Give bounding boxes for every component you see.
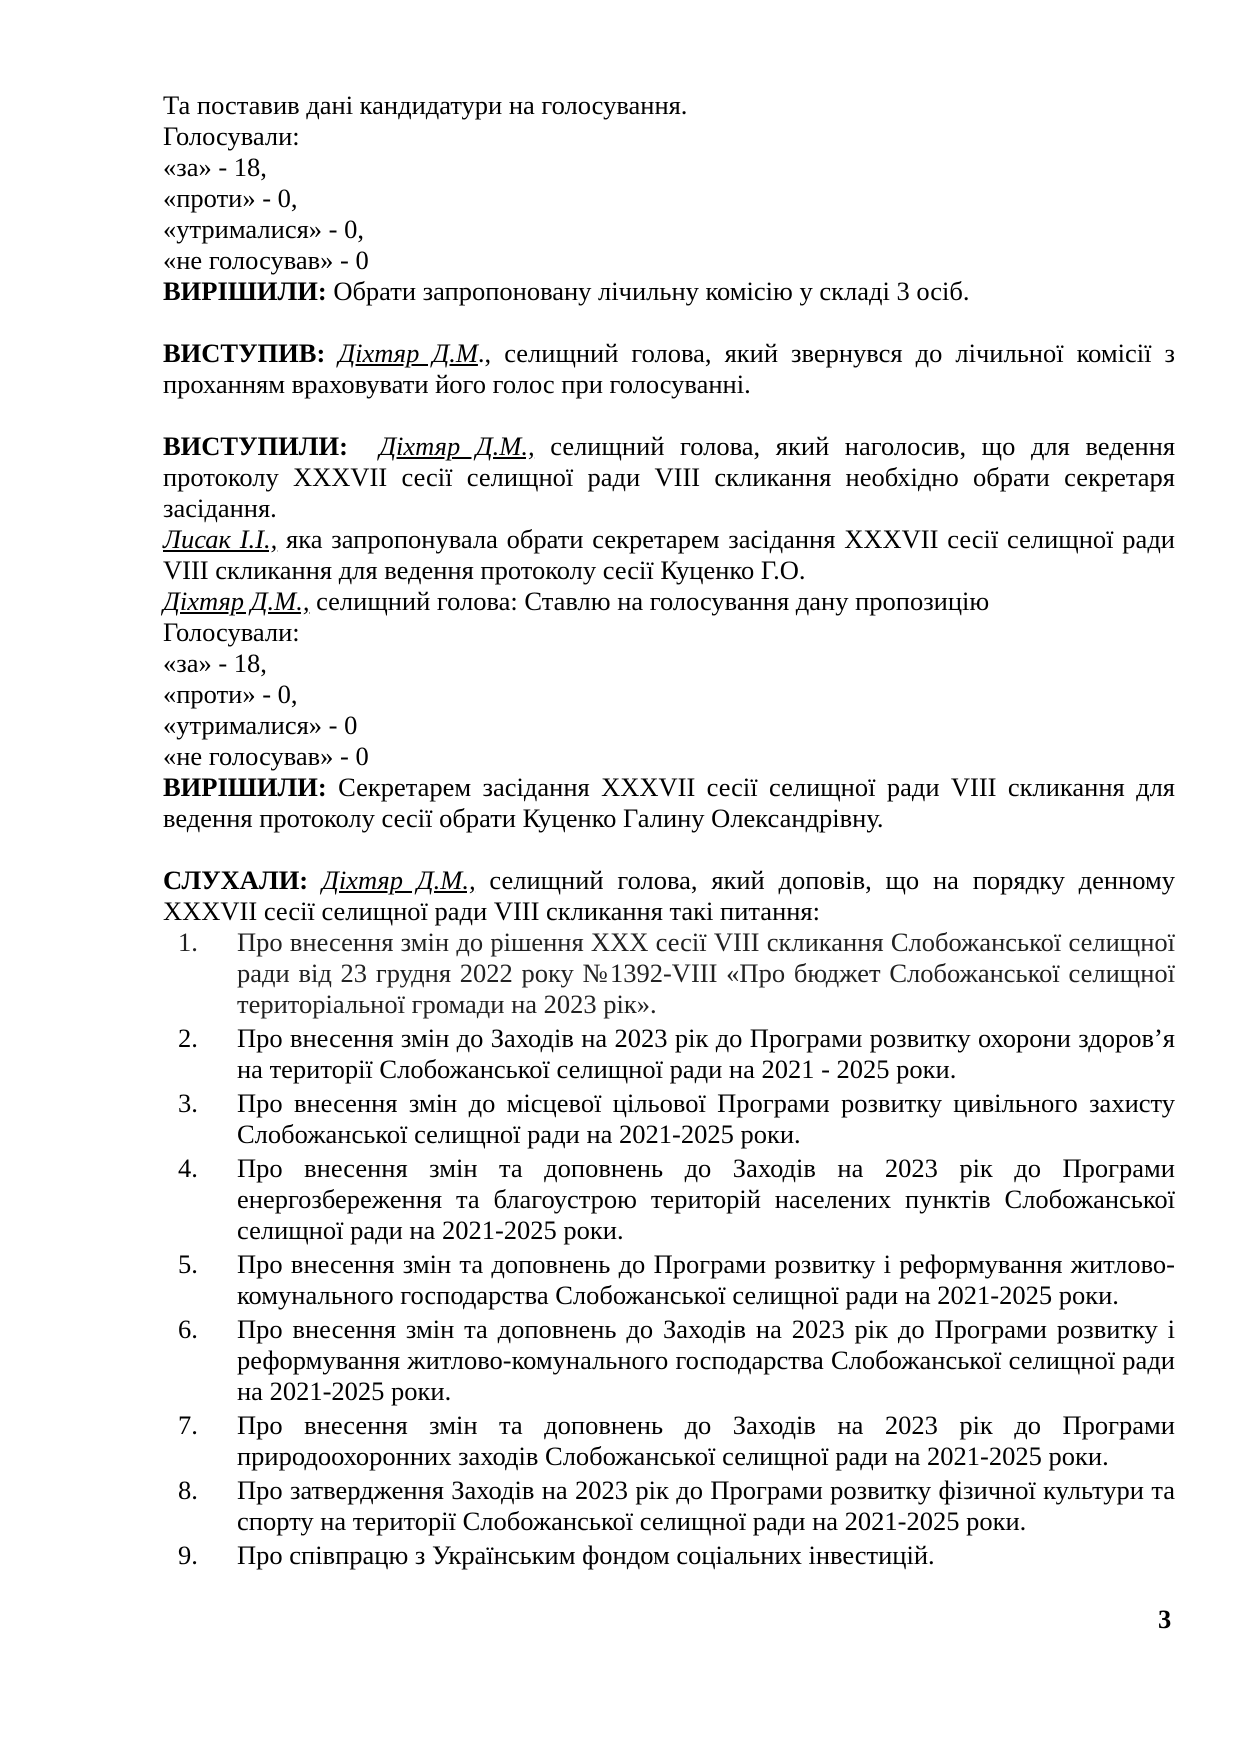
decision-paragraph [163,276,1175,307]
agenda-item [163,1475,1175,1537]
decision-paragraph [163,772,1175,834]
speaker-name: Діхтяр Д.М [338,338,478,368]
vote-not-voted: «не голосував» - 0 [163,245,369,275]
agenda-item [163,1314,1175,1407]
agenda-item-text: Про внесення змін та доповнень до Заходів на 2023 рік до Програми природоохоронних заходів Слобожанської селищної ради на 2021-2025 роки. [237,1410,1175,1471]
agenda-list [163,927,1175,1571]
decision-label: ВИРІШИЛИ: [163,772,327,802]
agenda-item-text: Про внесення змін та доповнень до Програми розвитку і реформування житлово-комунального господарства Слобожанської селищної ради на 2021-2025 роки. [237,1249,1175,1310]
agenda-item-number: 9. [178,1540,198,1570]
speeches-paragraph [163,431,1175,524]
vote-against: «проти» - 0, [163,183,298,213]
agenda-item-text: Про внесення змін до Заходів на 2023 рік до Програми розвитку охорони здоров’я на території Слобожанської селищної ради на 2021 - 2025 роки. [237,1023,1175,1084]
agenda-item [163,1249,1175,1311]
agenda-item-text: Про внесення змін та доповнень до Заходів на 2023 рік до Програми енергозбереження та благоустрою територій населених пунктів Слобожанської селищної ради на 2021-2025 роки. [237,1153,1175,1245]
agenda-item [163,1153,1175,1246]
speech-label: ВИСТУПИВ: [163,338,326,368]
speaker-name: Діхтяр Д.М., [163,586,310,616]
heard-text: селищний голова, який доповів, що на порядку денному XXXVII сесії селищної ради VIII скликання такі питання: [163,865,1175,926]
speech-text: селищний голова, який наголосив, що для ведення протоколу XXXVII сесії селищної ради VIII скликання необхідно обрати секретаря засідання. [163,431,1176,523]
vote-call-paragraph [163,586,1175,617]
intro-text: Та поставив дані кандидатури на голосування. [163,90,688,120]
heard-label: СЛУХАЛИ: [163,865,309,895]
page-number: 3 [1158,1604,1172,1634]
agenda-item-number: 7. [178,1410,198,1440]
speech-paragraph [163,338,1175,400]
agenda-item-number: 3. [178,1088,198,1118]
vote-for: «за» - 18, [163,152,267,182]
agenda-item-number: 5. [178,1249,198,1279]
decision-text: Обрати запропоновану лічильну комісію у складі 3 осіб. [326,276,970,306]
agenda-item-text: Про внесення змін до рішення XXX сесії VIII скликання Слобожанської селищної ради від 23 грудня 2022 року №1392-VIII «Про бюджет Слобожанської селищної територіальної громади на 2023 рік». [237,927,1175,1019]
agenda-item [163,1088,1175,1150]
vote-abstained: «утрималися» - 0 [163,710,358,740]
speeches-label: ВИСТУПИЛИ: [163,431,348,461]
heard-paragraph [163,865,1175,927]
proposal-text: яка запропонувала обрати секретарем засідання XXXVII сесії селищної ради VIII скликання для ведення протоколу сесії Куценко Г.О. [163,524,1175,585]
agenda-item-number: 4. [178,1153,198,1183]
votes-title: Голосували: [163,617,300,647]
vote-against: «проти» - 0, [163,679,298,709]
vote-abstained: «утрималися» - 0, [163,214,364,244]
agenda-item-text: Про внесення змін та доповнень до Заходів на 2023 рік до Програми розвитку і реформування житлово-комунального господарства Слобожанської селищної ради на 2021-2025 роки. [237,1314,1175,1406]
agenda-item [163,927,1175,1020]
speaker-name: Діхтяр Д.М., [321,865,476,895]
agenda-item-text: Про затвердження Заходів на 2023 рік до Програми розвитку фізичної культури та спорту на території Слобожанської селищної ради на 2021-2025 роки. [237,1475,1175,1536]
agenda-item [163,1023,1175,1085]
vote-not-voted: «не голосував» - 0 [163,741,369,771]
proposal-paragraph [163,524,1175,586]
agenda-item-number: 2. [178,1023,198,1053]
agenda-item-text: Про співпрацю з Українським фондом соціальних інвестицій. [237,1540,935,1570]
agenda-item-number: 6. [178,1314,198,1344]
vote-call-text: селищний голова: Ставлю на голосування дану пропозицію [309,586,990,616]
decision-text: Секретарем засідання XXXVII сесії селищної ради VIII скликання для ведення протоколу сесії обрати Куценко Галину Олександрівну. [163,772,1175,833]
speaker-name: Діхтяр Д.М., [379,431,535,461]
document-body [163,90,1175,1574]
votes-title: Голосували: [163,121,300,151]
agenda-item-number: 8. [178,1475,198,1505]
agenda-item-number: 1. [178,927,198,957]
vote-for: «за» - 18, [163,648,267,678]
agenda-item-text: Про внесення змін до місцевої цільової Програми розвитку цивільного захисту Слобожанської селищної ради на 2021-2025 роки. [237,1088,1175,1149]
agenda-item [163,1540,1175,1571]
speaker-name: Лисак І.І., [163,524,278,554]
agenda-item [163,1410,1175,1472]
speech-text: ., селищний голова, який звернувся до лічильної комісії з проханням враховувати його голос при голосуванні. [163,338,1176,399]
decision-label: ВИРІШИЛИ: [163,276,327,306]
